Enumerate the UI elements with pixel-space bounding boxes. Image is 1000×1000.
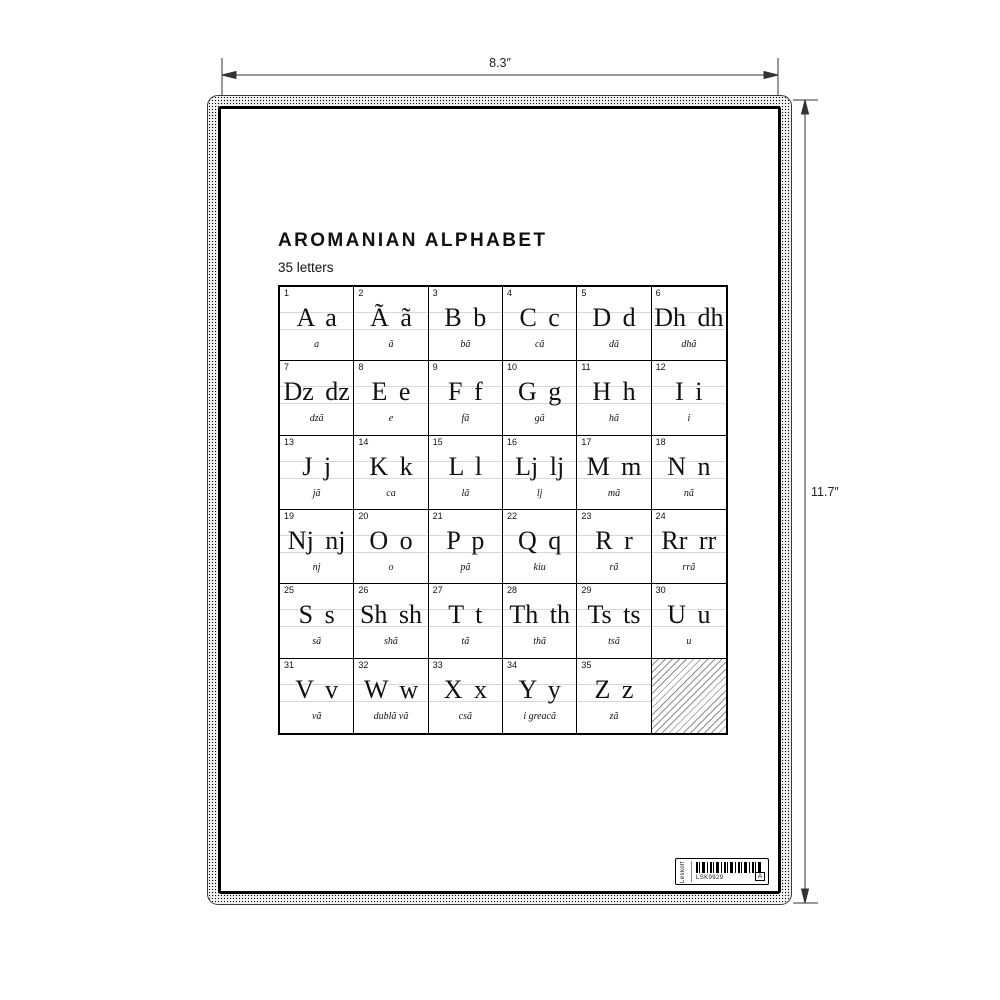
cell-pronunciation: ã [388, 339, 394, 350]
alphabet-cell [577, 436, 651, 510]
arrow-left-icon [222, 72, 236, 79]
cell-letters: Nj nj [287, 526, 346, 555]
arrow-right-icon [764, 72, 778, 79]
alphabet-cell [577, 659, 651, 733]
alphabet-cell [429, 584, 503, 658]
alphabet-cell [503, 659, 577, 733]
cell-number: 32 [358, 659, 369, 670]
cell-number: 3 [432, 288, 438, 298]
cell-letters: O o [369, 526, 413, 555]
cell-letters: Z z [594, 674, 634, 704]
cell-number: 11 [581, 362, 591, 373]
alphabet-table [278, 285, 728, 735]
alphabet-cell [429, 510, 503, 584]
cell-number: 16 [507, 436, 518, 447]
alphabet-cell [280, 659, 354, 733]
cell-pronunciation: cã [534, 339, 545, 350]
alphabet-cell [429, 287, 503, 361]
alphabet-cell [652, 287, 726, 361]
cell-pronunciation: tã [461, 636, 470, 648]
cell-letters: A a [296, 303, 337, 332]
alphabet-cell [503, 510, 577, 584]
cell-letters: R r [595, 526, 633, 555]
letter-badge: A [755, 872, 765, 881]
cell-letters: T t [448, 600, 483, 630]
divider [691, 861, 692, 882]
cell-number: 1 [284, 288, 290, 298]
cell-pronunciation: dublã vã [373, 710, 409, 722]
cell-pronunciation: nj [312, 562, 321, 573]
cell-pronunciation: dã [608, 339, 619, 350]
cell-pronunciation: u [686, 636, 692, 648]
cell-number: 4 [507, 288, 513, 298]
cell-number: 19 [284, 511, 295, 521]
cell-pronunciation: hã [608, 413, 619, 425]
alphabet-cell [577, 584, 651, 658]
cell-pronunciation: a [314, 339, 320, 350]
alphabet-cell [577, 287, 651, 361]
alphabet-cell [280, 584, 354, 658]
alphabet-cell [354, 287, 428, 361]
barcode-icon [696, 862, 762, 873]
cell-letters: J j [302, 451, 332, 481]
cell-pronunciation: i greacã [523, 710, 556, 722]
cell-letters: B b [444, 303, 487, 332]
alphabet-cell [354, 510, 428, 584]
cell-number: 14 [358, 436, 369, 447]
cell-number: 17 [581, 436, 592, 447]
cell-pronunciation: bã [460, 339, 471, 350]
poster-sheet [218, 106, 781, 894]
cell-number: 33 [432, 659, 443, 670]
cell-letters: X x [443, 674, 487, 704]
cell-letters: Dz dz [283, 377, 350, 407]
alphabet-grid [280, 287, 726, 733]
cell-number: 27 [432, 585, 443, 596]
cell-pronunciation: vã [311, 710, 322, 722]
alphabet-cell [280, 510, 354, 584]
cell-letters: M m [586, 451, 642, 481]
alphabet-cell [652, 584, 726, 658]
cell-letters: V v [295, 674, 339, 704]
alphabet-cell [503, 436, 577, 510]
cell-pronunciation: ca [386, 487, 396, 499]
cell-letters: F f [448, 377, 483, 407]
cell-letters: E e [371, 377, 411, 407]
cell-pronunciation: zã [609, 710, 619, 722]
cell-pronunciation: shã [384, 636, 398, 648]
alphabet-cell [354, 361, 428, 435]
alphabet-cell [280, 361, 354, 435]
cell-number: 30 [655, 585, 666, 596]
cell-letters: P p [446, 526, 485, 555]
alphabet-cell [354, 436, 428, 510]
cell-number: 21 [432, 511, 443, 521]
cell-pronunciation: rã [609, 562, 619, 573]
cell-pronunciation: tsã [608, 636, 620, 648]
barcode-code: LSK9929 [696, 875, 724, 881]
cell-number: 25 [284, 585, 295, 596]
cell-number: 26 [358, 585, 369, 596]
cell-number: 7 [284, 362, 290, 373]
alphabet-cell [503, 361, 577, 435]
cell-letters: K k [369, 451, 413, 481]
cell-number: 28 [507, 585, 518, 596]
brand-text: Leskoff [680, 860, 686, 883]
cell-number: 18 [655, 436, 666, 447]
alphabet-cell [354, 584, 428, 658]
alphabet-cell [280, 436, 354, 510]
cell-number: 29 [581, 585, 592, 596]
cell-pronunciation: pã [460, 562, 471, 573]
cell-pronunciation: rrã [682, 562, 696, 573]
cell-number: 2 [358, 288, 364, 298]
cell-pronunciation: e [388, 413, 394, 425]
cell-letters: Lj lj [515, 451, 565, 481]
cell-number: 6 [655, 288, 661, 298]
arrow-down-icon [802, 889, 809, 903]
alphabet-cell [503, 287, 577, 361]
cell-letters: S s [298, 600, 335, 630]
cell-letters: Ts ts [587, 600, 641, 630]
cell-letters: Sh sh [359, 600, 423, 630]
cell-pronunciation: i [687, 413, 691, 425]
cell-pronunciation: nã [683, 487, 694, 499]
cell-letters: L l [448, 451, 483, 481]
cell-number: 22 [507, 511, 518, 521]
cell-pronunciation: o [388, 562, 394, 573]
cell-pronunciation: dzã [309, 413, 324, 425]
poster-sheet-edge [207, 95, 792, 905]
barcode-label [675, 858, 769, 885]
alphabet-cell [429, 659, 503, 733]
alphabet-cell [280, 287, 354, 361]
cell-letters: C c [519, 303, 560, 332]
alphabet-cell [429, 436, 503, 510]
cell-pronunciation: sã [312, 636, 322, 648]
empty-hatched-cell [652, 659, 726, 733]
cell-letters: D d [592, 303, 636, 332]
cell-number: 24 [655, 511, 666, 521]
cell-letters: Th th [509, 600, 570, 630]
cell-pronunciation: gã [534, 413, 545, 425]
cell-number: 15 [432, 436, 443, 447]
cell-letters: W w [363, 674, 419, 704]
cell-number: 34 [507, 659, 518, 670]
cell-number: 10 [507, 362, 518, 373]
alphabet-cell [577, 510, 651, 584]
cell-number: 5 [581, 288, 587, 298]
poster-subtitle: 35 letters [278, 260, 334, 275]
cell-letters: G g [518, 377, 562, 407]
cell-pronunciation: dhã [681, 339, 697, 350]
cell-number: 13 [284, 436, 295, 447]
cell-pronunciation: lj [536, 487, 543, 499]
cell-pronunciation: kiu [533, 562, 546, 573]
cell-letters: U u [667, 600, 711, 630]
cell-letters: N n [667, 451, 711, 481]
cell-letters: Rr rr [661, 526, 717, 555]
cell-pronunciation: jã [312, 487, 321, 499]
cell-pronunciation: mã [607, 487, 621, 499]
cell-number: 20 [358, 511, 369, 521]
cell-pronunciation: fã [461, 413, 470, 425]
cell-pronunciation: thã [533, 636, 547, 648]
alphabet-cell [503, 584, 577, 658]
cell-letters: I i [675, 377, 703, 407]
height-dimension-label: 11.7″ [811, 485, 839, 499]
alphabet-cell [652, 436, 726, 510]
cell-letters: Q q [518, 526, 562, 555]
alphabet-cell [577, 361, 651, 435]
arrow-up-icon [802, 100, 809, 114]
cell-pronunciation: csã [458, 710, 472, 722]
cell-letters: Dh dh [654, 303, 724, 332]
alphabet-cell [652, 361, 726, 435]
cell-number: 35 [581, 659, 592, 670]
cell-letters: H h [592, 377, 636, 407]
alphabet-cell [652, 510, 726, 584]
cell-letters: Y y [518, 674, 561, 704]
cell-number: 12 [655, 362, 666, 373]
alphabet-cell [429, 361, 503, 435]
cell-number: 9 [432, 362, 438, 373]
width-dimension-label: 8.3″ [489, 56, 511, 70]
poster-title: AROMANIAN ALPHABET [278, 230, 548, 251]
cell-number: 31 [284, 659, 295, 670]
cell-number: 23 [581, 511, 592, 521]
alphabet-cell [354, 659, 428, 733]
cell-pronunciation: lã [461, 487, 470, 499]
cell-number: 8 [358, 362, 364, 373]
cell-letters: Ã ã [370, 303, 412, 332]
